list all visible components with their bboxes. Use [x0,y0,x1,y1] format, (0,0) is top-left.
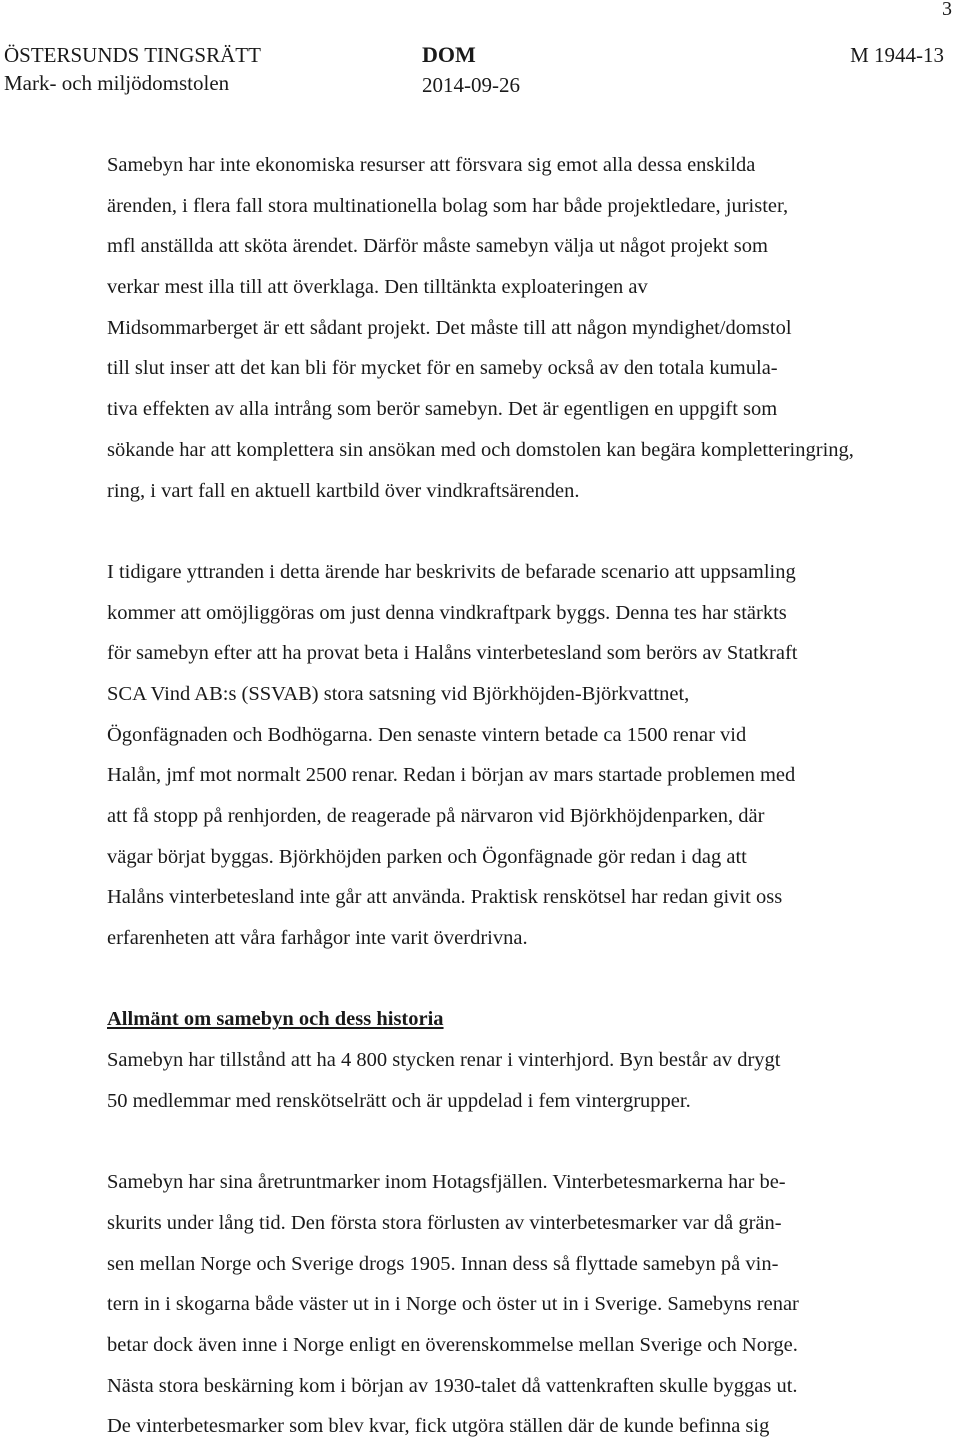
paragraph-previous-statements [107,552,897,959]
text-line: kommer att omöjliggöras om just denna vindkraftpark byggs. Denna tes har stärkts [107,601,787,624]
text-line: Samebyn har tillstånd att ha 4 800 stycken renar i vinterhjord. Byn består av drygt [107,1049,781,1072]
paragraph-spacer [107,1122,897,1163]
paragraph-spacer [107,511,897,552]
text-line: för samebyn efter att ha provat beta i Halåns vinterbetesland som berörs av Statkraft [107,642,798,665]
court-name: ÖSTERSUNDS TINGSRÄTT [4,43,261,67]
document-type: DOM [422,42,476,67]
text-line: Ögonfägnaden och Bodhögarna. Den senaste vintern betade ca 1500 renar vid [107,723,747,746]
section-history [107,999,897,1121]
text-line: Halån, jmf mot normalt 2500 renar. Redan i början av mars startade problemen med [107,764,796,787]
text-line: I tidigare yttranden i detta ärende har beskrivits de befarade scenario att uppsamling [107,560,796,583]
text-line: erfarenheten att våra farhågor inte varit överdrivna. [107,927,528,950]
paragraph-resources [107,145,897,511]
text-line: mfl anställda att sköta ärendet. Därför måste samebyn välja ut något projekt som [107,235,768,258]
section-heading: Allmänt om samebyn och dess historia [107,1008,444,1031]
text-line: SCA Vind AB:s (SSVAB) stora satsning vid Björkhöjden-Björkvattnet, [107,682,690,705]
court-department: Mark- och miljödomstolen [4,71,230,95]
page-number: 3 [942,0,952,20]
case-number: M 1944-13 [850,43,944,67]
text-line: De vinterbetesmarker som blev kvar, fick utgöra ställen där de kunde befinna sig [107,1415,770,1438]
text-line: betar dock även inne i Norge enligt en överenskommelse mellan Sverige och Norge. [107,1333,798,1356]
text-line: skurits under lång tid. Den första stora förlusten av vinterbetesmarker var då grän- [107,1211,782,1234]
text-line: Midsommarberget är ett sådant projekt. Det måste till att någon myndighet/domstol [107,316,792,339]
text-line: tern in i skogarna både väster ut in i Norge och öster ut in i Sverige. Samebyns renar [107,1293,799,1316]
text-line: att få stopp på renhjorden, de reagerade på närvaron vid Björkhöjdenparken, där [107,805,765,827]
text-line: Samebyn har inte ekonomiska resurser att försvara sig emot alla dessa enskilda [107,154,756,176]
text-line: ärenden, i flera fall stora multinationella bolag som har både projektledare, jurister, [107,194,789,217]
text-line: verkar mest illa till att överklaga. Den tilltänkta exploateringen av [107,276,648,299]
document-date: 2014-09-26 [422,73,520,97]
paragraph-spacer [107,959,897,1000]
paragraph-winter-grazing [107,1162,897,1447]
text-line: till slut inser att det kan bli för mycket för en sameby också av den totala kumula- [107,357,778,380]
text-line: Nästa stora beskärning kom i början av 1930-talet då vattenkraften skulle byggas ut. [107,1374,798,1397]
document-body [107,145,897,1447]
text-line: ring, i vart fall en aktuell kartbild över vindkraftsärenden. [107,479,580,502]
text-line: tiva effekten av alla intrång som berör samebyn. Det är egentligen en uppgift som [107,398,778,421]
text-line: vägar börjat byggas. Björkhöjden parken och Ögonfägnade gör redan i dag att [107,845,747,868]
text-line: Samebyn har sina åretruntmarker inom Hotagsfjällen. Vinterbetesmarkerna har be- [107,1171,786,1194]
text-line: Halåns vinterbetesland inte går att använda. Praktisk renskötsel har redan givit oss [107,886,783,909]
text-line: sökande har att komplettera sin ansökan med och domstolen kan begära kompletteringring, [107,438,854,461]
text-line: sen mellan Norge och Sverige drogs 1905. Innan dess så flyttade samebyn på vin- [107,1252,779,1275]
text-line: 50 medlemmar med renskötselrätt och är uppdelad i fem vintergrupper. [107,1089,691,1112]
